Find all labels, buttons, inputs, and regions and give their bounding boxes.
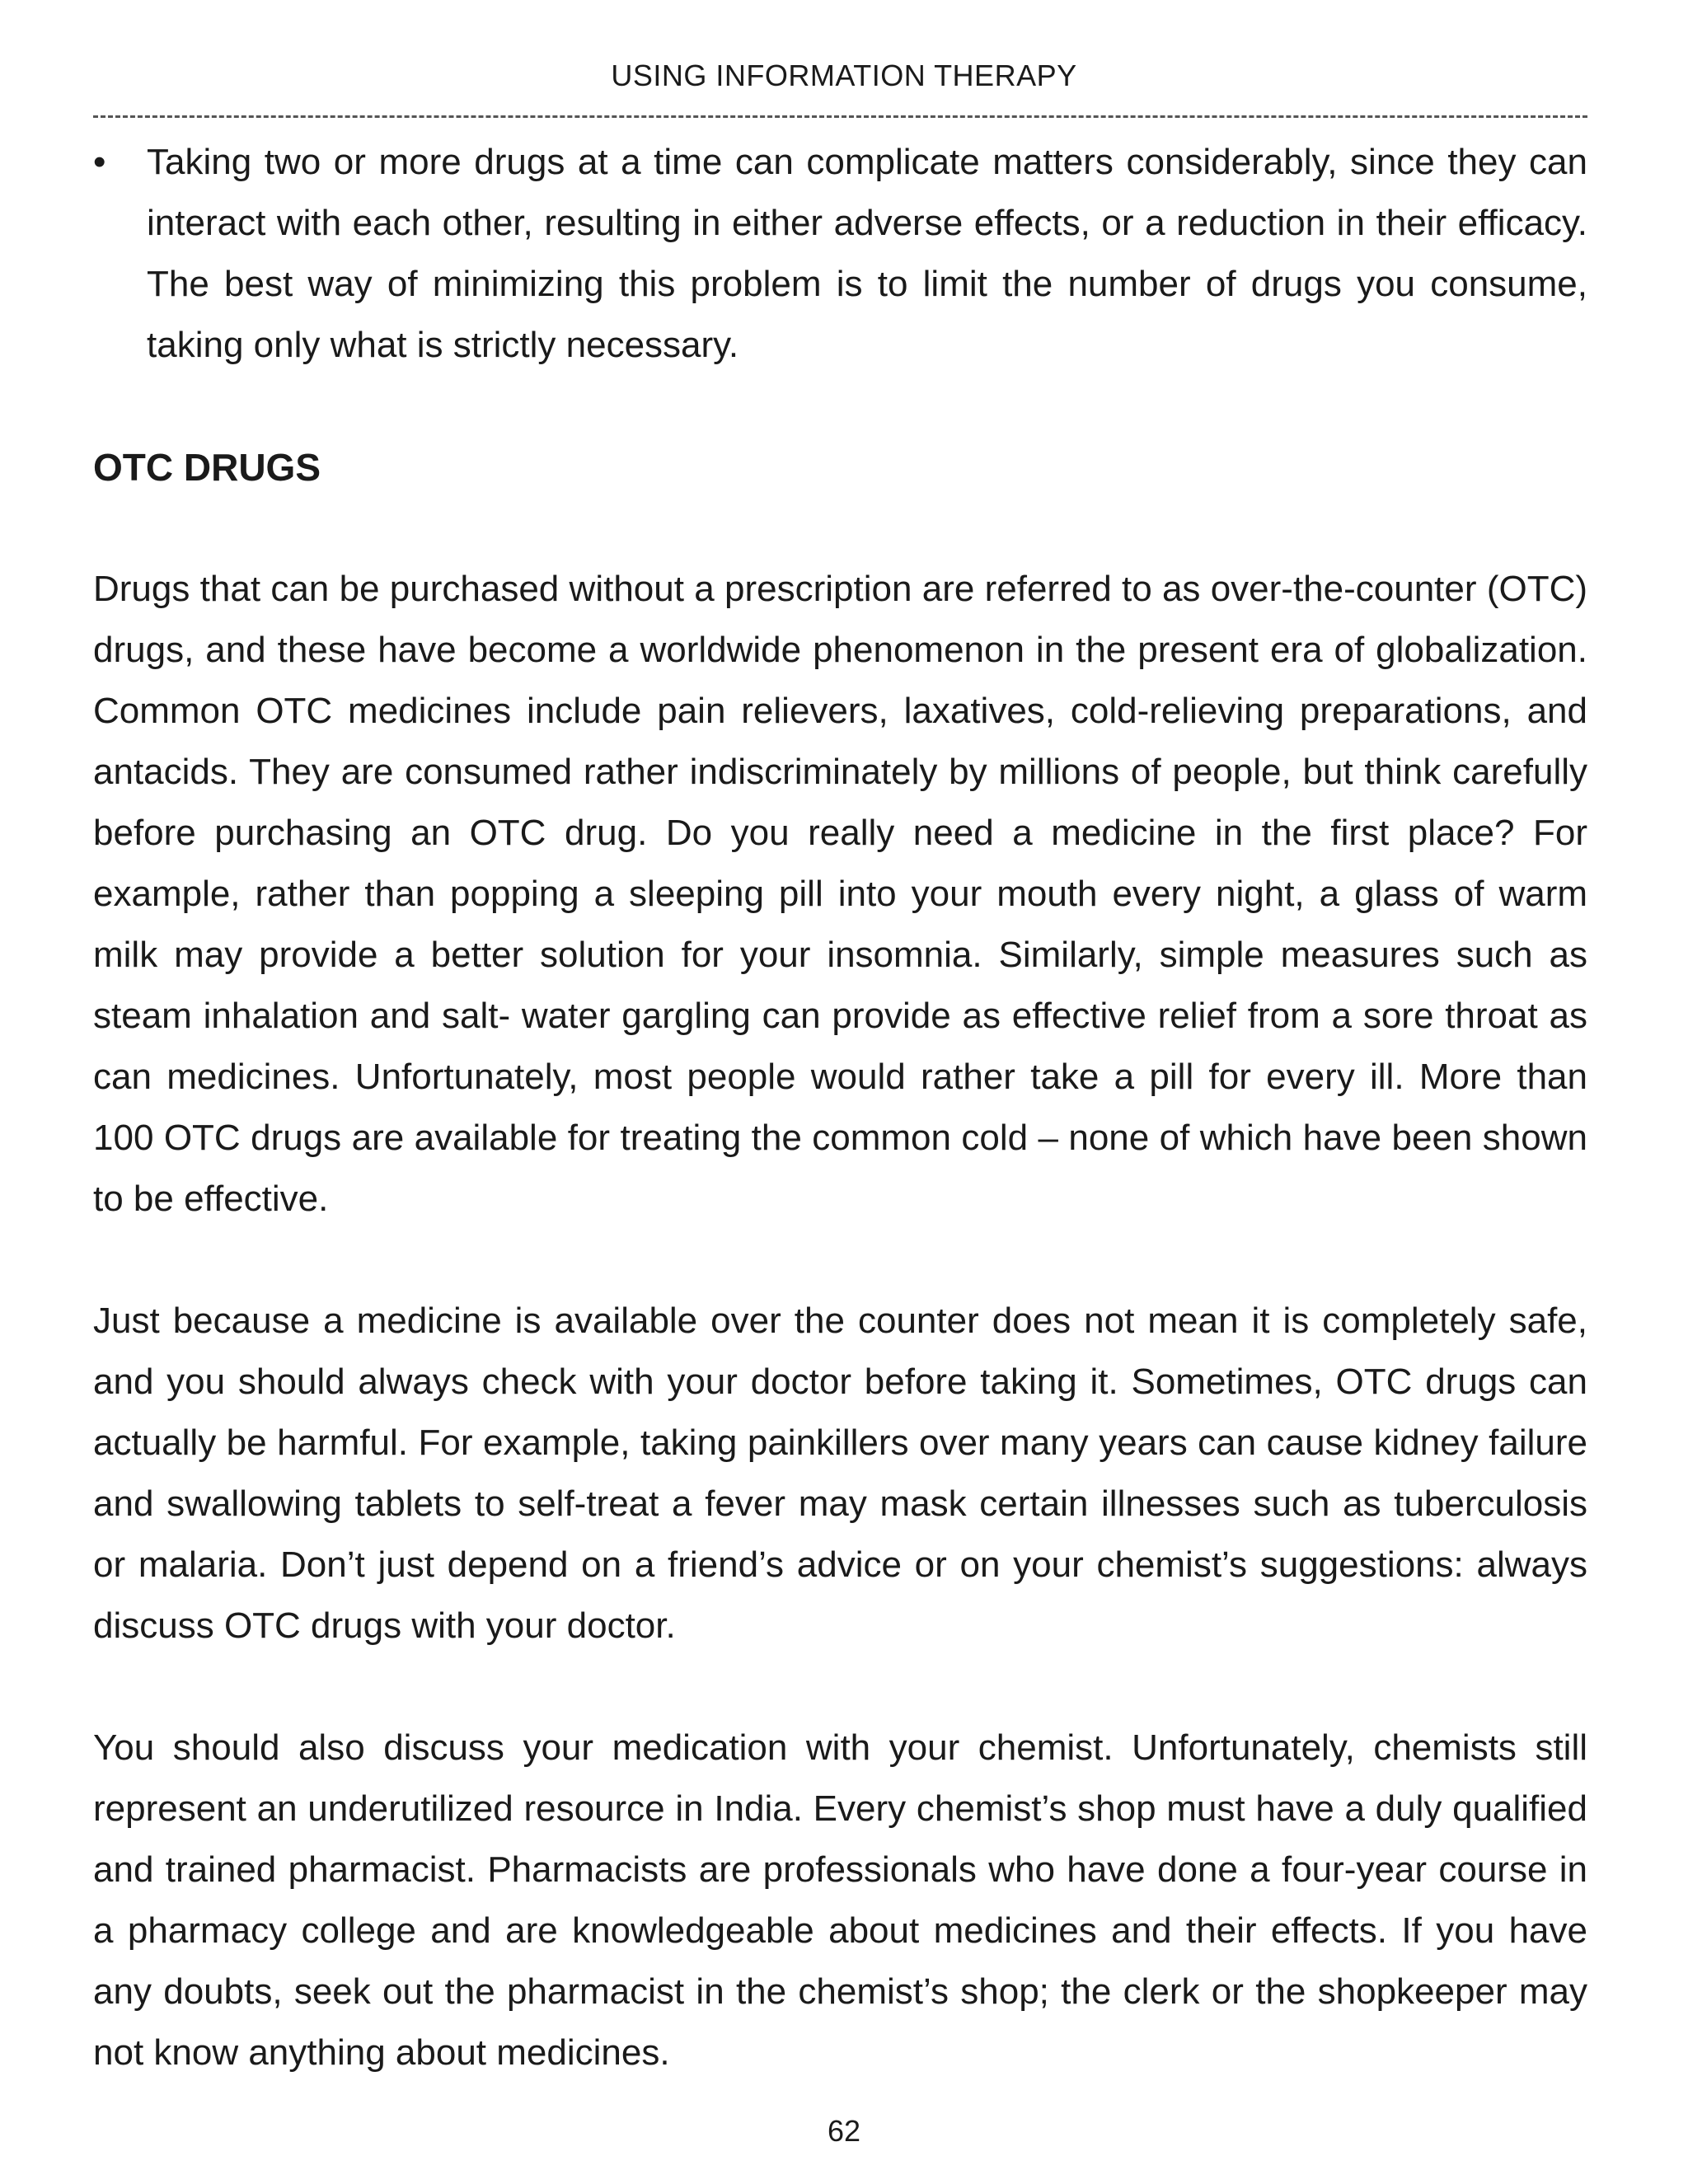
bullet-text: Taking two or more drugs at a time can complicate matters considerably, since they can interact with each other, resulting in either adverse effects, or a reduction in their efficacy. The best way of minimizing this problem is to limit the number of drugs you consume, taking only what is strictly necessary. xyxy=(147,142,1587,365)
paragraph-otc-intro: Drugs that can be purchased without a prescription are referred to as over-the-counter (OTC) drugs, and these have become a worldwide phenomenon in the present era of globalization. Common OTC medicines include pain relievers, laxatives, cold-relieving preparations, and antacids. They are consumed rather indiscriminately by millions of people, but think carefully before purchasing an OTC drug. Do you really need a medicine in the first place? For example, rather than popping a sleeping pill into your mouth every night, a glass of warm milk may provide a better solution for your insomnia. Similarly, simple measures such as steam inhalation and salt- water gargling can provide as effective relief from a sore throat as can medicines. Unfortunately, most people would rather take a pill for every ill. More than 100 OTC drugs are available for treating the common cold – none of which have been shown to be effective. xyxy=(93,569,1587,1219)
running-header: USING INFORMATION THERAPY xyxy=(611,59,1077,92)
section-heading: OTC DRUGS xyxy=(93,446,321,489)
bullet-icon: • xyxy=(93,142,106,182)
page-number: 62 xyxy=(827,2114,861,2148)
paragraph-otc-safety: Just because a medicine is available over the counter does not mean it is completely safe, and you should always check with your doctor before taking it. Sometimes, OTC drugs can actually be harmful. For example, taking painkillers over many years can cause kidney failure and swallowing tablets to self-treat a fever may mask certain illnesses such as tuberculosis or malaria. Don’t just depend on a friend’s advice or on your chemist’s suggestions: always discuss OTC drugs with your doctor. xyxy=(93,1301,1587,1646)
paragraph-chemist: You should also discuss your medication with your chemist. Unfortunately, chemists still represent an underutilized resource in India. Every chemist’s shop must have a duly qualified and trained pharmacist. Pharmacists are professionals who have done a four-year course in a pharmacy college and are knowledgeable about medicines and their effects. If you have any doubts, seek out the pharmacist in the chemist’s shop; the clerk or the shopkeeper may not know anything about medicines. xyxy=(93,1727,1587,2073)
header-divider xyxy=(93,115,1587,118)
page-body xyxy=(93,132,1587,2083)
bullet-list-item xyxy=(93,132,1587,376)
